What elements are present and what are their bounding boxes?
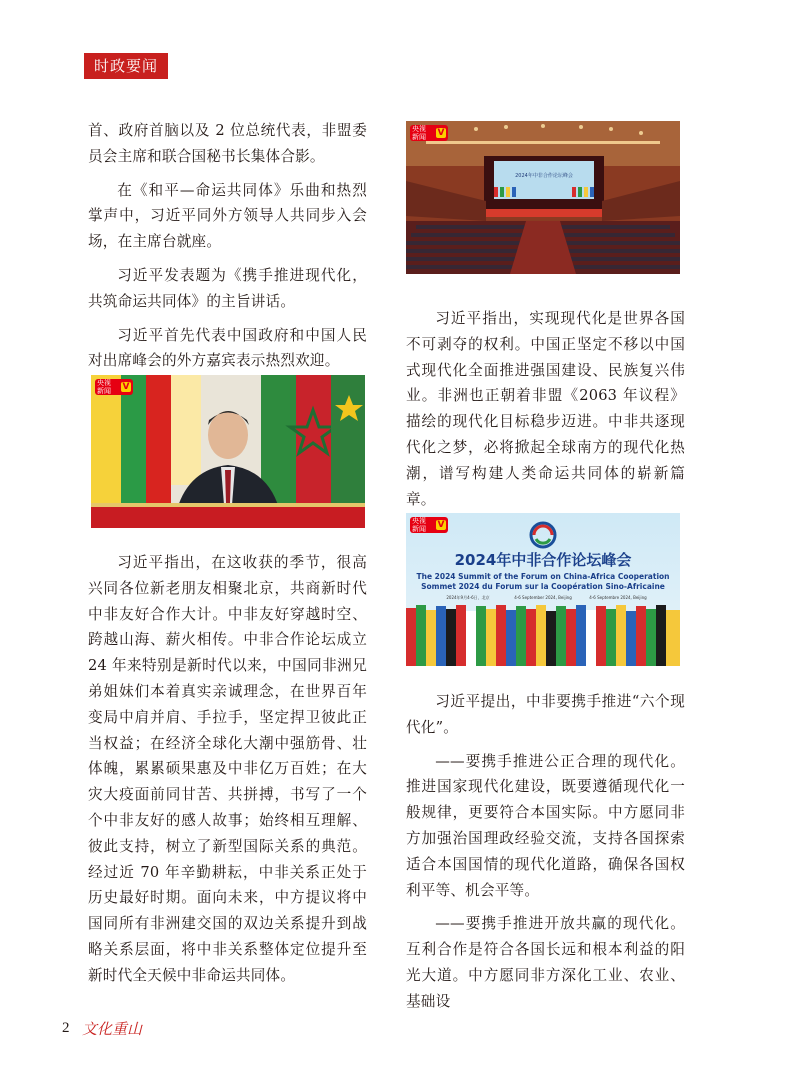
cctv-badge bbox=[410, 517, 448, 533]
speaker-photo bbox=[91, 375, 365, 528]
right-column-top bbox=[406, 306, 685, 512]
masthead: 文化重山 bbox=[82, 1020, 143, 1038]
paragraph: 习近平发表题为《携手推进现代化，共筑命运共同体》的主旨讲话。 bbox=[88, 266, 367, 310]
paragraph: ——要携手推进开放共赢的现代化。互利合作是符合各国长远和根本利益的阳光大道。中方愿同非方深化工业、农业、基础设 bbox=[406, 915, 685, 1010]
hall-banner-text: 2024年中非合作论坛峰会 bbox=[515, 173, 573, 179]
badge-text: 央视 bbox=[97, 379, 111, 387]
paragraph: 习近平指出，在这收获的季节，很高兴同各位新老朋友相聚北京，共商新时代中非友好合作大计。中非友好穿越时空、跨越山海、薪火相传。中非合作论坛成立 24 年来特别是新时代以来，中国同非洲兄弟姐妹们本着真实亲诚理念，在世界百年变局中肩并肩、手拉手，坚定捍卫彼此正当权益；在经济全球化大潮中强筋骨、壮体魄，累累硕果惠及中非亿万百姓；在大灾大疫面前同甘苦、共拼搏，书写了一个个中非友好的感人故事；始终相互理解、彼此支持，树立了新型国际关系的典范。经过近 70 年辛勤耕耘，中非关系正处于历史最好时期。面向未来，中方提议将中国同所有非洲建交国的双边关系提升到战略关系层面，将中非关系整体定位提升至新时代全天候中非命运共同体。 bbox=[88, 554, 367, 984]
banner-date-en: 4-6 September 2024, Beijing bbox=[514, 595, 572, 600]
paragraph: 习近平首先代表中国政府和中国人民对出席峰会的外方嘉宾表示热烈欢迎。 bbox=[88, 326, 367, 370]
banner-english: The 2024 Summit of the Forum on China-Africa Cooperation bbox=[416, 572, 670, 581]
v-icon: V bbox=[437, 520, 445, 530]
badge-text: 新闻 bbox=[97, 387, 111, 395]
hall-photo bbox=[406, 121, 680, 274]
section-tag: 时政要闻 bbox=[84, 53, 168, 79]
banner-french: Sommet 2024 du Forum sur la Coopération Sino-Africaine bbox=[421, 582, 665, 591]
badge-text: 央视 bbox=[412, 125, 426, 133]
summit-banner-graphic bbox=[406, 513, 680, 666]
banner-date-fr: 4-6 Septembre 2024, Beijing bbox=[589, 595, 647, 600]
badge-text: 新闻 bbox=[412, 133, 426, 141]
paragraph: 习近平提出，中非要携手推进“六个现代化”。 bbox=[406, 693, 685, 736]
paragraph: ——要携手推进公正合理的现代化。推进国家现代化建设，既要遵循现代化一般规律，更要符合本国实际。中方愿同非方加强治国理政经验交流，支持各国探索适合本国国情的现代化道路，确保各国权利平等、机会平等。 bbox=[406, 752, 685, 899]
left-column-bottom bbox=[88, 550, 367, 989]
speaker-photo-graphic bbox=[91, 375, 365, 528]
v-icon: V bbox=[122, 382, 130, 392]
cctv-badge bbox=[410, 125, 448, 141]
badge-text: 新闻 bbox=[412, 525, 426, 533]
left-column-top bbox=[88, 118, 367, 374]
hall-photo-graphic bbox=[406, 121, 680, 274]
summit-banner-photo bbox=[406, 513, 680, 666]
badge-text: 央视 bbox=[412, 517, 426, 525]
cctv-badge bbox=[95, 379, 133, 395]
paragraph: 习近平指出，实现现代化是世界各国不可剥夺的权利。中国正坚定不移以中国式现代化全面推进强国建设、民族复兴伟业。非洲也正朝着非盟《2063 年议程》描绘的现代化目标稳步迈进。中非共逐现代化之梦，必将掀起全球南方的现代化热潮，谱写构建人类命运共同体的崭新篇章。 bbox=[406, 310, 685, 508]
banner-title: 2024年中非合作论坛峰会 bbox=[454, 551, 632, 569]
page-number: 2 bbox=[62, 1020, 70, 1036]
banner-date-cn: 2024年9月4-6日，北京 bbox=[446, 595, 490, 600]
paragraph: 在《和平—命运共同体》乐曲和热烈掌声中，习近平同外方领导人共同步入会场，在主席台就座。 bbox=[88, 181, 367, 251]
right-column-bottom bbox=[406, 689, 685, 1015]
paragraph: 首、政府首脑以及 2 位总统代表，非盟委员会主席和联合国秘书长集体合影。 bbox=[88, 122, 367, 165]
v-icon: V bbox=[437, 128, 445, 138]
